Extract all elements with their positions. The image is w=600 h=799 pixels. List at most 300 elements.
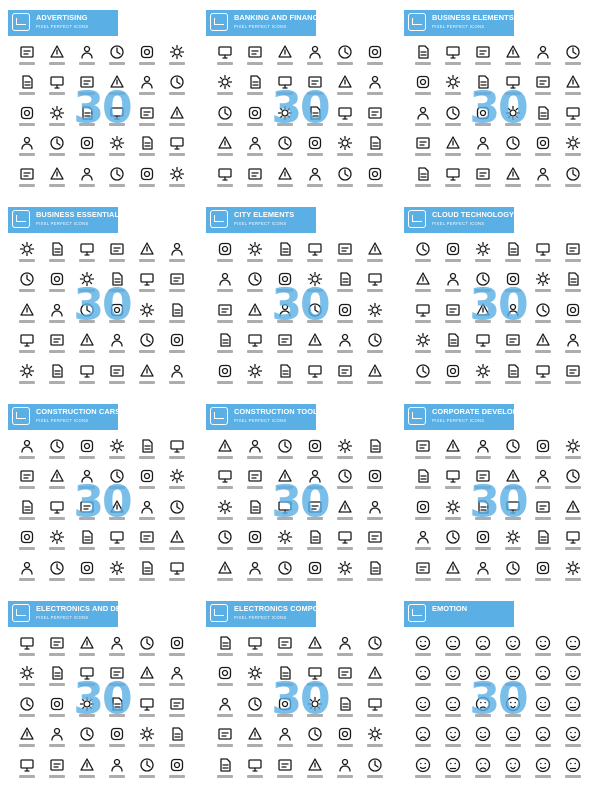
icon-cell bbox=[300, 103, 330, 133]
icon-cell bbox=[12, 239, 42, 269]
icon-caption bbox=[535, 259, 551, 262]
icon-cell bbox=[468, 300, 498, 330]
round-line-icon bbox=[139, 166, 155, 182]
icon-cell bbox=[408, 558, 438, 588]
icon-cell bbox=[270, 103, 300, 133]
gear-line-icon bbox=[247, 363, 263, 379]
icon-caption bbox=[277, 578, 293, 581]
doc-line-icon bbox=[247, 499, 263, 515]
icon-cell bbox=[42, 42, 72, 72]
icon-caption bbox=[475, 547, 491, 550]
icon-caption bbox=[367, 92, 383, 95]
round-line-icon bbox=[535, 135, 551, 151]
rect-line-icon bbox=[109, 241, 125, 257]
screen-line-icon bbox=[535, 241, 551, 257]
tri-line-icon bbox=[535, 332, 551, 348]
rect-line-icon bbox=[565, 363, 581, 379]
round-line-icon bbox=[445, 241, 461, 257]
icon-cell bbox=[12, 103, 42, 133]
icon-caption bbox=[415, 578, 431, 581]
panel-banner bbox=[404, 207, 514, 233]
icon-set-panel bbox=[204, 8, 396, 200]
icon-cell bbox=[408, 239, 438, 269]
icon-caption bbox=[247, 123, 263, 126]
icon-set-panel bbox=[402, 8, 594, 200]
gear-line-icon bbox=[49, 529, 65, 545]
icon-cell bbox=[498, 103, 528, 133]
icon-caption bbox=[475, 184, 491, 187]
face-icon bbox=[535, 635, 551, 651]
icon-caption bbox=[367, 123, 383, 126]
icon-caption bbox=[475, 350, 491, 353]
icon-cell bbox=[162, 633, 192, 663]
icon-cell bbox=[72, 558, 102, 588]
round-line-icon bbox=[217, 665, 233, 681]
icon-grid bbox=[12, 239, 192, 391]
gear-line-icon bbox=[217, 499, 233, 515]
panel-subtitle: PIXEL PERFECT ICONS bbox=[234, 24, 287, 29]
panel-subtitle: PIXEL PERFECT ICONS bbox=[234, 221, 287, 226]
icon-caption bbox=[49, 92, 65, 95]
gear-line-icon bbox=[169, 44, 185, 60]
icon-caption bbox=[307, 184, 323, 187]
icon-cell bbox=[528, 694, 558, 724]
tri-line-icon bbox=[217, 560, 233, 576]
icon-cell bbox=[240, 755, 270, 785]
icon-grid bbox=[408, 42, 588, 194]
icon-cell bbox=[12, 724, 42, 754]
icon-cell bbox=[330, 103, 360, 133]
screen-line-icon bbox=[277, 499, 293, 515]
icon-cell bbox=[360, 133, 390, 163]
icon-cell bbox=[12, 436, 42, 466]
icon-caption bbox=[19, 653, 35, 656]
icon-caption bbox=[139, 486, 155, 489]
icon-cell bbox=[330, 133, 360, 163]
icon-caption bbox=[109, 320, 125, 323]
tri-line-icon bbox=[169, 529, 185, 545]
doc-line-icon bbox=[19, 74, 35, 90]
gear-line-icon bbox=[19, 665, 35, 681]
icon-cell bbox=[132, 436, 162, 466]
icon-caption bbox=[217, 714, 233, 717]
icon-caption bbox=[475, 320, 491, 323]
icon-cell bbox=[72, 663, 102, 693]
screen-line-icon bbox=[109, 529, 125, 545]
icon-cell bbox=[300, 755, 330, 785]
briefcase-icon bbox=[408, 13, 426, 31]
tri-line-icon bbox=[247, 726, 263, 742]
icon-caption bbox=[337, 289, 353, 292]
icon-caption bbox=[445, 775, 461, 778]
icon-caption bbox=[307, 289, 323, 292]
icon-caption bbox=[277, 683, 293, 686]
icon-cell bbox=[498, 300, 528, 330]
circle-line-icon bbox=[247, 696, 263, 712]
icon-caption bbox=[505, 547, 521, 550]
icon-caption bbox=[535, 320, 551, 323]
icon-cell bbox=[42, 133, 72, 163]
camera-icon bbox=[12, 604, 30, 622]
doc-line-icon bbox=[535, 105, 551, 121]
panel-subtitle: PIXEL PERFECT ICONS bbox=[234, 615, 287, 620]
doc-line-icon bbox=[19, 499, 35, 515]
icon-cell bbox=[528, 42, 558, 72]
icon-caption bbox=[139, 123, 155, 126]
icon-caption bbox=[337, 683, 353, 686]
icon-caption bbox=[535, 381, 551, 384]
icon-cell bbox=[438, 300, 468, 330]
screen-line-icon bbox=[475, 332, 491, 348]
tri-line-icon bbox=[79, 757, 95, 773]
icon-caption bbox=[49, 714, 65, 717]
icon-cell bbox=[210, 633, 240, 663]
icon-caption bbox=[169, 92, 185, 95]
icon-caption bbox=[217, 578, 233, 581]
rect-line-icon bbox=[337, 241, 353, 257]
icon-caption bbox=[169, 775, 185, 778]
round-line-icon bbox=[505, 271, 521, 287]
icon-cell bbox=[270, 72, 300, 102]
icon-cell bbox=[132, 527, 162, 557]
circle-line-icon bbox=[505, 560, 521, 576]
icon-cell bbox=[162, 436, 192, 466]
rect-line-icon bbox=[535, 499, 551, 515]
icon-cell bbox=[528, 330, 558, 360]
icon-caption bbox=[535, 683, 551, 686]
panel-banner bbox=[8, 207, 125, 233]
face-icon bbox=[535, 696, 551, 712]
tri-line-icon bbox=[217, 438, 233, 454]
icon-cell bbox=[300, 42, 330, 72]
person-line-icon bbox=[415, 529, 431, 545]
icon-caption bbox=[415, 62, 431, 65]
icon-caption bbox=[247, 381, 263, 384]
icon-caption bbox=[217, 486, 233, 489]
circle-line-icon bbox=[79, 726, 95, 742]
person-line-icon bbox=[367, 74, 383, 90]
screen-line-icon bbox=[337, 529, 353, 545]
doc-line-icon bbox=[337, 696, 353, 712]
icon-cell bbox=[330, 164, 360, 194]
icon-caption bbox=[139, 653, 155, 656]
icon-caption bbox=[19, 486, 35, 489]
icon-caption bbox=[415, 320, 431, 323]
icon-caption bbox=[19, 775, 35, 778]
icon-caption bbox=[535, 517, 551, 520]
icon-cell bbox=[438, 436, 468, 466]
rect-line-icon bbox=[337, 665, 353, 681]
icon-caption bbox=[49, 184, 65, 187]
face-icon bbox=[565, 757, 581, 773]
icon-caption bbox=[169, 289, 185, 292]
icon-cell bbox=[132, 694, 162, 724]
icon-caption bbox=[277, 259, 293, 262]
bank-icon bbox=[210, 13, 228, 31]
icon-cell bbox=[558, 164, 588, 194]
icon-cell bbox=[102, 436, 132, 466]
icon-caption bbox=[169, 153, 185, 156]
circle-line-icon bbox=[445, 105, 461, 121]
screen-line-icon bbox=[445, 44, 461, 60]
icon-caption bbox=[535, 547, 551, 550]
icon-cell bbox=[438, 633, 468, 663]
panel-subtitle: PIXEL PERFECT ICONS bbox=[36, 418, 89, 423]
panel-subtitle: PIXEL PERFECT ICONS bbox=[432, 24, 485, 29]
icon-caption bbox=[445, 714, 461, 717]
icon-cell bbox=[438, 269, 468, 299]
icon-caption bbox=[19, 578, 35, 581]
panel-banner bbox=[206, 207, 316, 233]
icon-caption bbox=[217, 775, 233, 778]
icon-cell bbox=[102, 633, 132, 663]
icon-cell bbox=[42, 164, 72, 194]
icon-caption bbox=[19, 289, 35, 292]
icon-caption bbox=[139, 381, 155, 384]
gear-line-icon bbox=[109, 560, 125, 576]
circle-line-icon bbox=[445, 529, 461, 545]
icon-cell bbox=[132, 330, 162, 360]
screen-line-icon bbox=[49, 499, 65, 515]
screen-line-icon bbox=[217, 166, 233, 182]
person-line-icon bbox=[307, 166, 323, 182]
icon-caption bbox=[415, 683, 431, 686]
gear-line-icon bbox=[19, 363, 35, 379]
icon-cell bbox=[360, 269, 390, 299]
icon-caption bbox=[475, 744, 491, 747]
icon-caption bbox=[505, 123, 521, 126]
circle-line-icon bbox=[139, 332, 155, 348]
icon-caption bbox=[367, 289, 383, 292]
icon-caption bbox=[475, 381, 491, 384]
rect-line-icon bbox=[247, 44, 263, 60]
doc-line-icon bbox=[475, 499, 491, 515]
icon-caption bbox=[535, 714, 551, 717]
tri-line-icon bbox=[247, 302, 263, 318]
icon-caption bbox=[169, 123, 185, 126]
icon-cell bbox=[240, 133, 270, 163]
icon-caption bbox=[79, 486, 95, 489]
round-line-icon bbox=[169, 635, 185, 651]
icon-caption bbox=[217, 184, 233, 187]
icon-caption bbox=[445, 62, 461, 65]
icon-cell bbox=[498, 330, 528, 360]
icon-cell bbox=[270, 527, 300, 557]
icon-cell bbox=[300, 558, 330, 588]
icon-caption bbox=[415, 184, 431, 187]
icon-caption bbox=[307, 456, 323, 459]
icon-cell bbox=[72, 133, 102, 163]
round-line-icon bbox=[139, 44, 155, 60]
person-line-icon bbox=[19, 560, 35, 576]
icon-set-panel bbox=[402, 402, 594, 594]
panel-title: CONSTRUCTION TOOLS bbox=[234, 407, 323, 416]
icon-caption bbox=[535, 184, 551, 187]
icon-cell bbox=[210, 724, 240, 754]
icon-cell bbox=[300, 164, 330, 194]
icon-cell bbox=[72, 527, 102, 557]
icon-cell bbox=[72, 103, 102, 133]
panel-title: CLOUD TECHNOLOGY bbox=[432, 210, 515, 219]
screen-line-icon bbox=[217, 468, 233, 484]
icon-caption bbox=[337, 775, 353, 778]
icon-cell bbox=[360, 164, 390, 194]
icon-caption bbox=[367, 578, 383, 581]
icon-caption bbox=[79, 259, 95, 262]
doc-line-icon bbox=[535, 529, 551, 545]
icon-caption bbox=[217, 123, 233, 126]
icon-caption bbox=[307, 486, 323, 489]
icon-cell bbox=[330, 663, 360, 693]
icon-caption bbox=[565, 714, 581, 717]
icon-cell bbox=[102, 527, 132, 557]
icon-caption bbox=[307, 350, 323, 353]
gear-line-icon bbox=[169, 166, 185, 182]
icon-caption bbox=[445, 517, 461, 520]
icon-cell bbox=[270, 497, 300, 527]
icon-cell bbox=[408, 42, 438, 72]
icon-caption bbox=[565, 350, 581, 353]
gear-line-icon bbox=[169, 468, 185, 484]
icon-caption bbox=[139, 744, 155, 747]
icon-cell bbox=[300, 72, 330, 102]
icon-cell bbox=[498, 72, 528, 102]
face-icon bbox=[535, 726, 551, 742]
circle-line-icon bbox=[109, 44, 125, 60]
icon-cell bbox=[528, 558, 558, 588]
icon-caption bbox=[307, 578, 323, 581]
icon-caption bbox=[109, 259, 125, 262]
person-line-icon bbox=[49, 302, 65, 318]
gear-line-icon bbox=[109, 135, 125, 151]
tri-line-icon bbox=[277, 468, 293, 484]
icon-caption bbox=[307, 653, 323, 656]
icon-grid bbox=[12, 633, 192, 785]
icon-caption bbox=[367, 184, 383, 187]
circle-line-icon bbox=[415, 363, 431, 379]
icon-caption bbox=[169, 259, 185, 262]
panel-title: CORPORATE DEVELOPMENT bbox=[432, 407, 540, 416]
icon-cell bbox=[438, 164, 468, 194]
icon-cell bbox=[468, 269, 498, 299]
icon-cell bbox=[360, 558, 390, 588]
icon-cell bbox=[408, 724, 438, 754]
icon-cell bbox=[468, 330, 498, 360]
icon-cell bbox=[12, 300, 42, 330]
icon-cell bbox=[558, 72, 588, 102]
icon-caption bbox=[247, 683, 263, 686]
icon-cell bbox=[408, 497, 438, 527]
icon-caption bbox=[367, 744, 383, 747]
icon-caption bbox=[445, 123, 461, 126]
icon-cell bbox=[12, 330, 42, 360]
icon-cell bbox=[42, 239, 72, 269]
icon-cell bbox=[42, 466, 72, 496]
icon-cell bbox=[132, 133, 162, 163]
tri-line-icon bbox=[415, 271, 431, 287]
icon-cell bbox=[240, 527, 270, 557]
icon-caption bbox=[277, 714, 293, 717]
icon-cell bbox=[498, 755, 528, 785]
building-icon bbox=[210, 210, 228, 228]
person-line-icon bbox=[169, 665, 185, 681]
icon-cell bbox=[42, 72, 72, 102]
icon-caption bbox=[475, 517, 491, 520]
icon-caption bbox=[475, 153, 491, 156]
screen-line-icon bbox=[445, 468, 461, 484]
icon-cell bbox=[240, 724, 270, 754]
tri-line-icon bbox=[169, 105, 185, 121]
icon-caption bbox=[79, 456, 95, 459]
icon-caption bbox=[19, 153, 35, 156]
icon-caption bbox=[109, 153, 125, 156]
icon-caption bbox=[19, 714, 35, 717]
gear-line-icon bbox=[445, 74, 461, 90]
icon-caption bbox=[169, 62, 185, 65]
icon-cell bbox=[330, 724, 360, 754]
icon-caption bbox=[367, 486, 383, 489]
icon-cell bbox=[468, 164, 498, 194]
gear-line-icon bbox=[139, 726, 155, 742]
icon-cell bbox=[162, 466, 192, 496]
icon-cell bbox=[528, 466, 558, 496]
doc-line-icon bbox=[367, 560, 383, 576]
icon-caption bbox=[475, 683, 491, 686]
icon-cell bbox=[12, 164, 42, 194]
gear-line-icon bbox=[19, 241, 35, 257]
icon-cell bbox=[42, 497, 72, 527]
doc-line-icon bbox=[505, 363, 521, 379]
icon-caption bbox=[109, 62, 125, 65]
circle-line-icon bbox=[49, 560, 65, 576]
round-line-icon bbox=[535, 560, 551, 576]
screen-line-icon bbox=[169, 135, 185, 151]
icon-caption bbox=[247, 62, 263, 65]
gear-line-icon bbox=[79, 696, 95, 712]
doc-line-icon bbox=[169, 302, 185, 318]
icon-caption bbox=[505, 289, 521, 292]
face-icon bbox=[415, 635, 431, 651]
icon-caption bbox=[277, 744, 293, 747]
rect-line-icon bbox=[49, 757, 65, 773]
round-line-icon bbox=[415, 74, 431, 90]
icon-caption bbox=[109, 714, 125, 717]
icon-caption bbox=[49, 683, 65, 686]
person-line-icon bbox=[247, 135, 263, 151]
icon-cell bbox=[300, 436, 330, 466]
icon-caption bbox=[79, 653, 95, 656]
icon-set-panel bbox=[6, 8, 198, 200]
gear-line-icon bbox=[247, 241, 263, 257]
circle-line-icon bbox=[19, 696, 35, 712]
icon-cell bbox=[132, 42, 162, 72]
circle-line-icon bbox=[565, 166, 581, 182]
person-line-icon bbox=[535, 44, 551, 60]
icon-caption bbox=[277, 123, 293, 126]
icon-cell bbox=[270, 633, 300, 663]
face-icon bbox=[475, 757, 491, 773]
icon-caption bbox=[217, 92, 233, 95]
icon-cell bbox=[330, 558, 360, 588]
icon-caption bbox=[79, 320, 95, 323]
gear-line-icon bbox=[337, 438, 353, 454]
doc-line-icon bbox=[217, 757, 233, 773]
icon-caption bbox=[79, 578, 95, 581]
icon-caption bbox=[505, 653, 521, 656]
icon-caption bbox=[505, 259, 521, 262]
icon-caption bbox=[415, 547, 431, 550]
icon-caption bbox=[337, 184, 353, 187]
